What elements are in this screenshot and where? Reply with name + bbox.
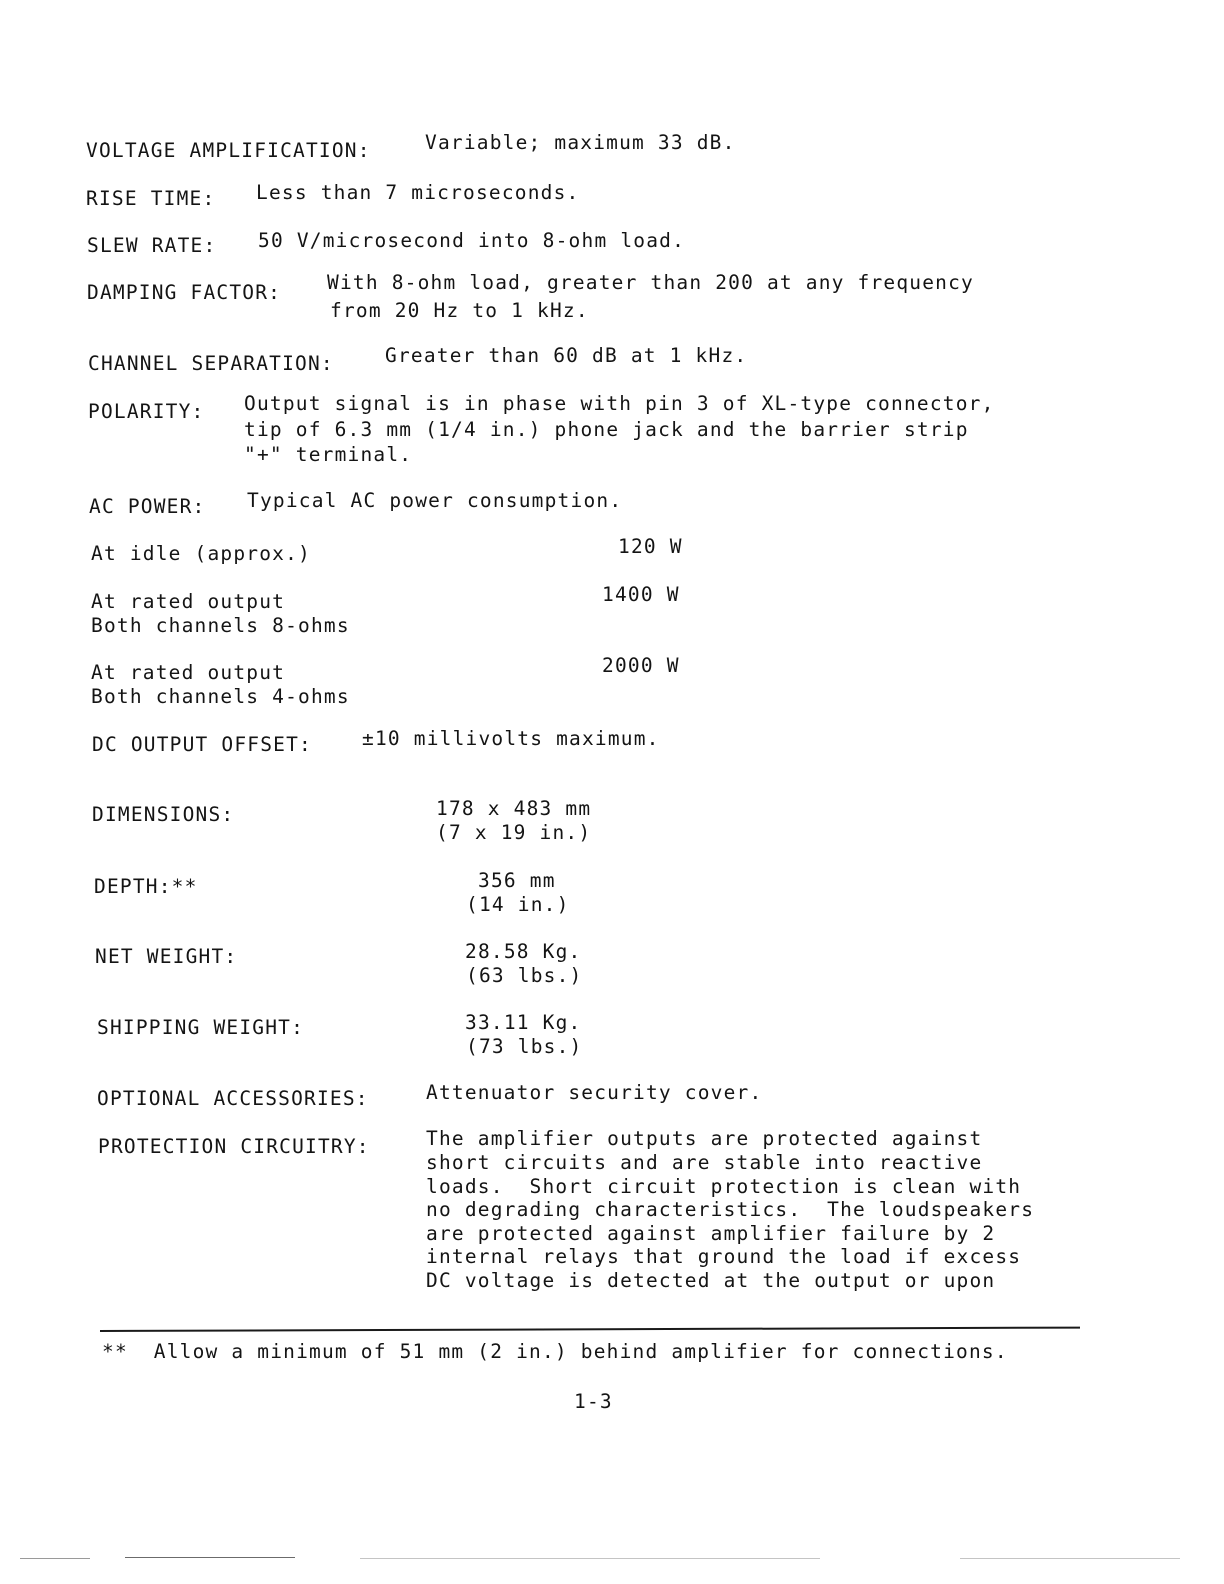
scan-artifact-line [20, 1558, 90, 1559]
protection-line-1: The amplifier outputs are protected against [426, 1127, 983, 1150]
slew-rate-value: 50 V/microsecond into 8-ohm load. [258, 229, 686, 252]
channel-separation-label: CHANNEL SEPARATION: [88, 352, 334, 375]
protection-line-5: are protected against amplifier failure by 2 [426, 1222, 996, 1245]
net-weight-lbs: (63 lbs.) [466, 964, 583, 987]
footnote-text: ** Allow a minimum of 51 mm (2 in.) behind amplifier for connections. [102, 1340, 1008, 1363]
damping-factor-label: DAMPING FACTOR: [87, 281, 282, 304]
voltage-amplification-value: Variable; maximum 33 dB. [425, 131, 736, 154]
protection-circuitry-label: PROTECTION CIRCUITRY: [98, 1135, 370, 1158]
polarity-line-3: "+" terminal. [244, 443, 413, 466]
depth-in: (14 in.) [466, 893, 570, 916]
net-weight-label: NET WEIGHT: [95, 945, 238, 968]
scan-artifact-line [960, 1558, 1180, 1559]
optional-accessories-label: OPTIONAL ACCESSORIES: [97, 1087, 369, 1110]
ac-power-label: AC POWER: [89, 495, 206, 518]
channel-separation-value: Greater than 60 dB at 1 kHz. [385, 344, 748, 367]
damping-factor-line-2: from 20 Hz to 1 kHz. [330, 299, 589, 322]
page-number: 1-3 [574, 1390, 613, 1413]
net-weight-kg: 28.58 Kg. [465, 940, 582, 963]
protection-line-7: DC voltage is detected at the output or upon [426, 1269, 996, 1292]
protection-line-2: short circuits and are stable into reactive [426, 1151, 983, 1174]
ac-power-idle-label: At idle (approx.) [91, 542, 311, 565]
dimensions-mm: 178 x 483 mm [436, 797, 592, 820]
ac-power-8ohm-line-1: At rated output [91, 590, 286, 613]
optional-accessories-value: Attenuator security cover. [426, 1081, 763, 1104]
dc-output-offset-value: ±10 millivolts maximum. [362, 727, 660, 750]
voltage-amplification-label: VOLTAGE AMPLIFICATION: [86, 139, 371, 162]
shipping-weight-kg: 33.11 Kg. [465, 1011, 582, 1034]
protection-line-4: no degrading characteristics. The loudspeakers [426, 1198, 1035, 1221]
ac-power-8ohm-value: 1400 W [602, 583, 680, 606]
slew-rate-label: SLEW RATE: [87, 234, 217, 257]
scan-artifact-line [125, 1557, 295, 1558]
footnote-divider [100, 1327, 1080, 1332]
depth-label: DEPTH:** [94, 875, 198, 898]
ac-power-8ohm-line-2: Both channels 8-ohms [91, 614, 350, 637]
dimensions-in: (7 x 19 in.) [436, 821, 592, 844]
polarity-line-1: Output signal is in phase with pin 3 of XL-type connector, [244, 392, 995, 415]
damping-factor-line-1: With 8-ohm load, greater than 200 at any frequency [327, 271, 974, 294]
dc-output-offset-label: DC OUTPUT OFFSET: [92, 733, 312, 756]
rise-time-label: RISE TIME: [86, 187, 216, 210]
shipping-weight-label: SHIPPING WEIGHT: [97, 1016, 305, 1039]
shipping-weight-lbs: (73 lbs.) [466, 1035, 583, 1058]
dimensions-label: DIMENSIONS: [92, 803, 235, 826]
depth-mm: 356 mm [478, 869, 556, 892]
rise-time-value: Less than 7 microseconds. [256, 181, 580, 204]
polarity-line-2: tip of 6.3 mm (1/4 in.) phone jack and the barrier strip [244, 418, 969, 441]
ac-power-4ohm-line-1: At rated output [91, 661, 286, 684]
ac-power-idle-value: 120 W [618, 535, 683, 558]
scan-artifact-line [360, 1558, 820, 1559]
polarity-label: POLARITY: [88, 400, 205, 423]
protection-line-3: loads. Short circuit protection is clean with [426, 1175, 1022, 1198]
protection-line-6: internal relays that ground the load if excess [426, 1245, 1022, 1268]
ac-power-4ohm-value: 2000 W [602, 654, 680, 677]
ac-power-4ohm-line-2: Both channels 4-ohms [91, 685, 350, 708]
ac-power-value: Typical AC power consumption. [247, 489, 623, 512]
